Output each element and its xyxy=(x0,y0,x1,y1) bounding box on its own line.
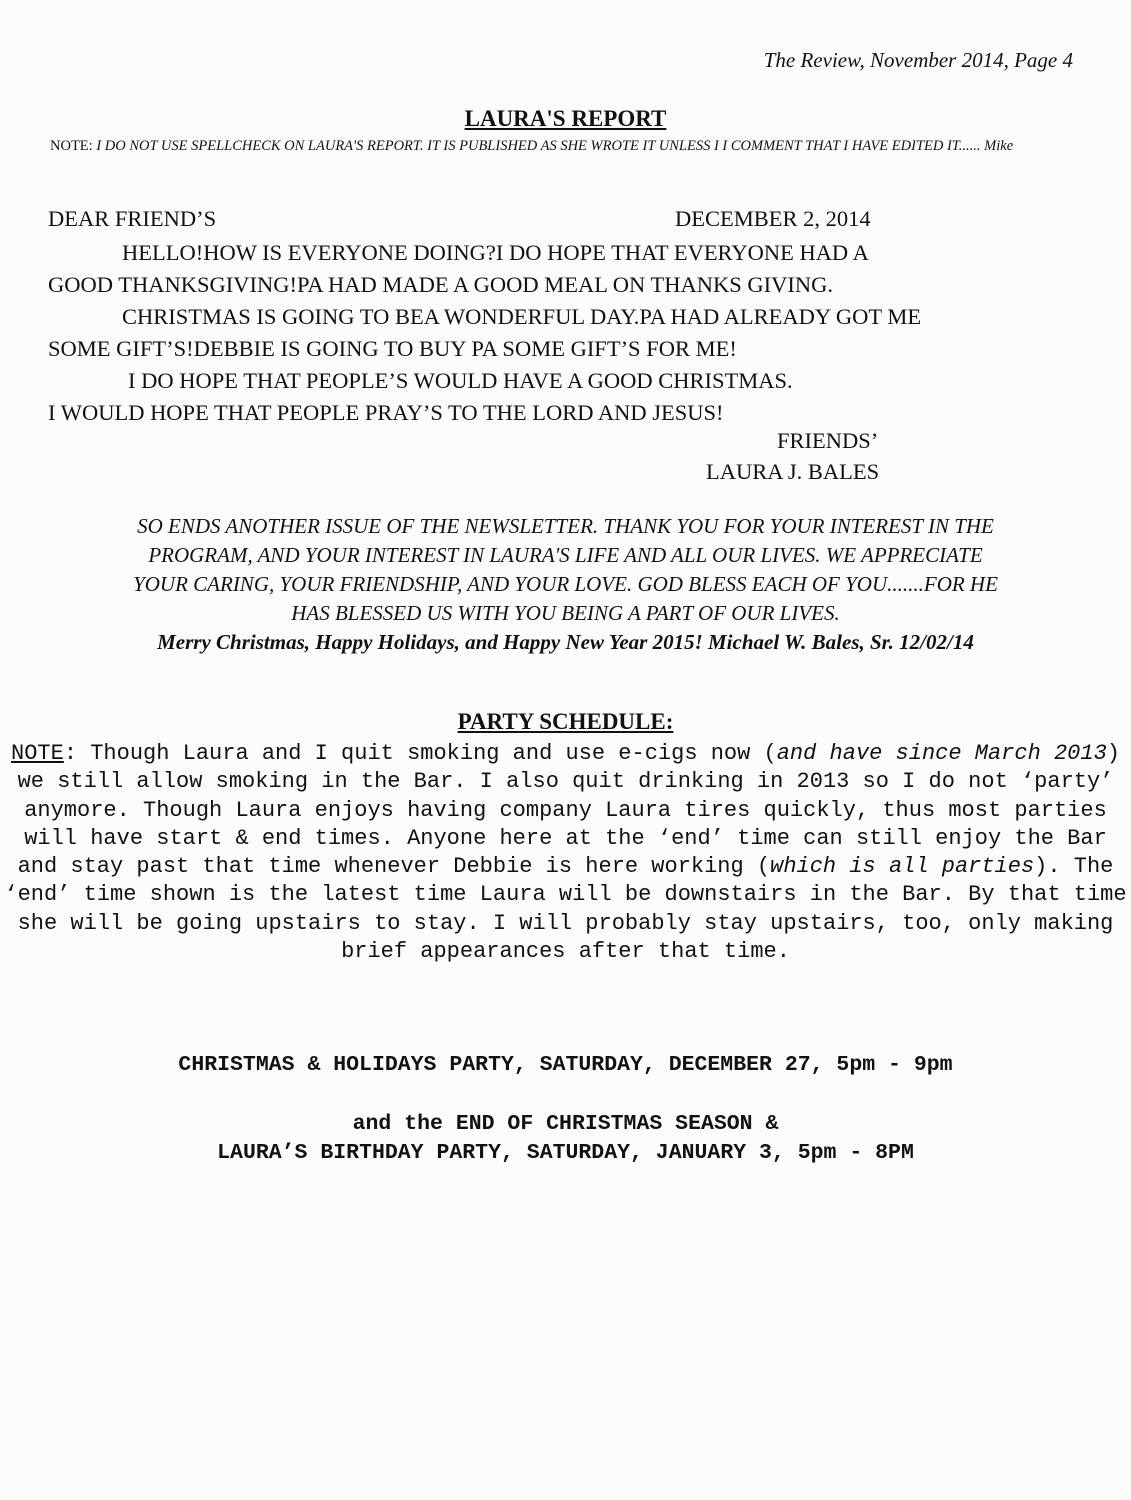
party-note-italic: and have since March 2013 xyxy=(776,741,1107,766)
running-head: The Review, November 2014, Page 4 xyxy=(763,48,1073,72)
letter-line: SOME GIFT’S!DEBBIE IS GOING TO BUY PA SOME GIFT’S FOR ME! xyxy=(48,336,737,361)
closing-line: YOUR CARING, YOUR FRIENDSHIP, AND YOUR LOVE. GOD BLESS EACH OF YOU.......FOR HE xyxy=(133,572,998,596)
event-birthday-party: LAURA’S BIRTHDAY PARTY, SATURDAY, JANUARY 3, 5pm - 8PM xyxy=(217,1141,914,1165)
letter-date: DECEMBER 2, 2014 xyxy=(675,206,871,231)
editor-note-text: I DO NOT USE SPELLCHECK ON LAURA'S REPORT. IT IS PUBLISHED AS SHE WROTE IT UNLESS I I COMMENT THAT I HAVE EDITED IT...... Mike xyxy=(96,138,1014,154)
letter-signature: LAURA J. BALES xyxy=(706,459,880,484)
lauras-report-title: LAURA'S REPORT xyxy=(464,106,667,131)
event-season-end-line: and the END OF CHRISTMAS SEASON & xyxy=(352,1112,779,1136)
closing-line: SO ENDS ANOTHER ISSUE OF THE NEWSLETTER. THANK YOU FOR YOUR INTEREST IN THE xyxy=(137,514,994,538)
letter-salutation: DEAR FRIEND’S xyxy=(48,206,217,231)
party-note-label: NOTE xyxy=(11,741,64,766)
closing-line: HAS BLESSED US WITH YOU BEING A PART OF OUR LIVES. xyxy=(291,601,840,625)
closing-line: PROGRAM, AND YOUR INTEREST IN LAURA'S LIFE AND ALL OUR LIVES. WE APPRECIATE xyxy=(148,543,983,567)
event-christmas-party: CHRISTMAS & HOLIDAYS PARTY, SATURDAY, DECEMBER 27, 5pm - 9pm xyxy=(178,1053,953,1077)
letter-line: GOOD THANKSGIVING!PA HAD MADE A GOOD MEAL ON THANKS GIVING. xyxy=(48,272,834,297)
closing-message xyxy=(0,512,1131,657)
letter-line: I WOULD HOPE THAT PEOPLE PRAY’S TO THE LORD AND JESUS! xyxy=(48,400,724,425)
editor-note-label: NOTE: xyxy=(50,138,93,154)
party-note-text: : Though Laura and I quit smoking and use e-cigs now ( xyxy=(63,741,777,766)
party-note-text: ) we still allow smoking in the Bar. I also quit drinking in 2013 so I do not ‘party’ anymore. Though Laura enjoys having company Laura tires quickly, thus most parties will have start & end times. Anyone here at the ‘end’ time can still enjoy the Bar and stay past that time whenever Debbie is here working ( xyxy=(17,741,1120,880)
letter-line: I DO HOPE THAT PEOPLE’S WOULD HAVE A GOOD CHRISTMAS. xyxy=(128,368,793,393)
party-note-italic: which is all parties xyxy=(770,854,1035,880)
party-note-text: ). The ‘end’ time shown is the latest time Laura will be downstairs in the Bar. By that time she will be going upstairs to stay. I will probably stay upstairs, too, only making brief appearances after that time. xyxy=(4,854,1127,965)
party-schedule-note xyxy=(0,740,1131,966)
letter-line: CHRISTMAS IS GOING TO BEA WONDERFUL DAY.PA HAD ALREADY GOT ME xyxy=(122,304,922,329)
closing-signoff: Merry Christmas, Happy Holidays, and Happy New Year 2015! Michael W. Bales, Sr. 12/02/14 xyxy=(157,630,974,654)
party-schedule-title: PARTY SCHEDULE: xyxy=(457,709,674,734)
letter-line: HELLO!HOW IS EVERYONE DOING?I DO HOPE THAT EVERYONE HAD A xyxy=(122,240,869,265)
editor-note xyxy=(50,137,1090,156)
letter-closing: FRIENDS’ xyxy=(777,428,879,453)
